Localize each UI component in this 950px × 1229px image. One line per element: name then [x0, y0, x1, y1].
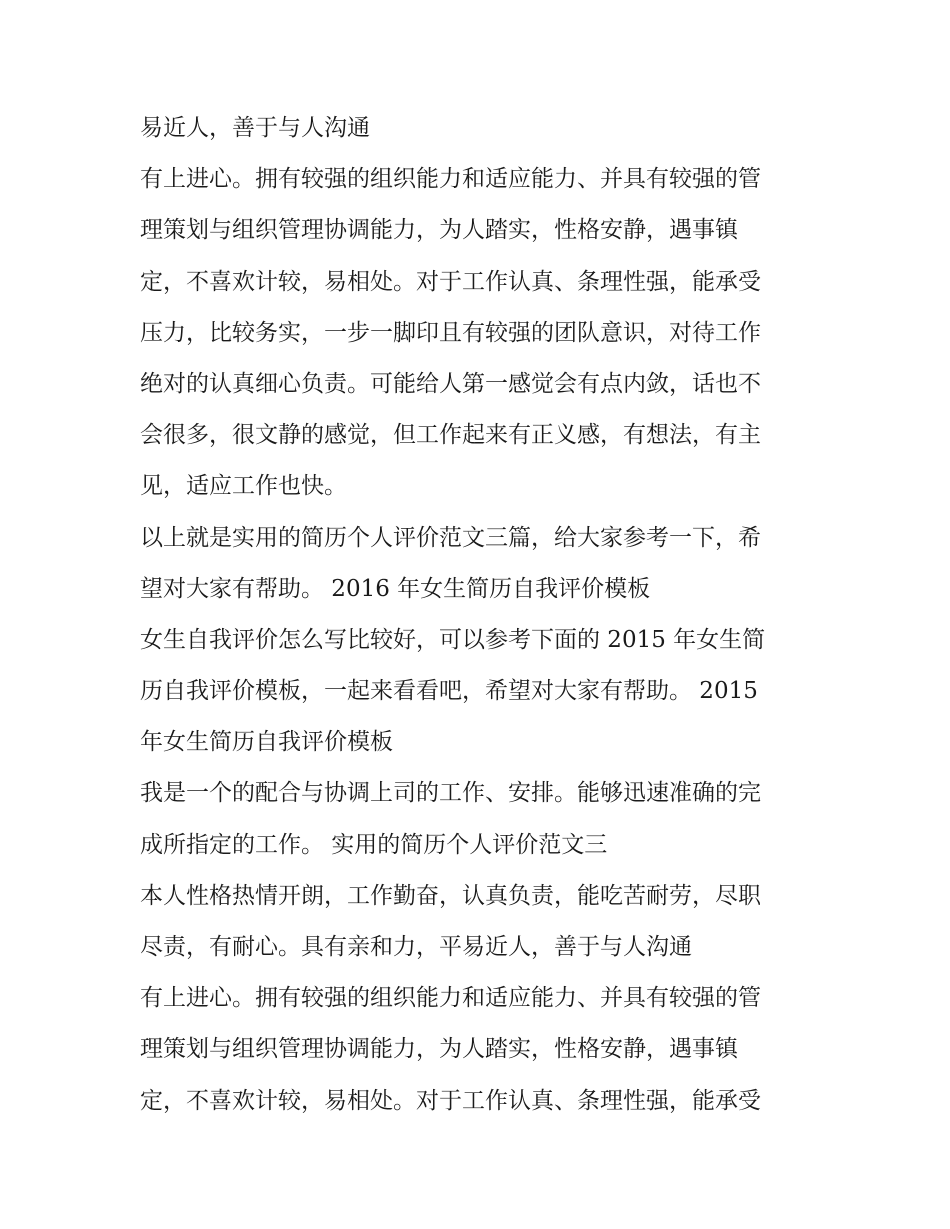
- text-line: 见，适应工作也快。: [140, 473, 347, 500]
- text-line: 有上进心。拥有较强的组织能力和适应能力、并具有较强的管: [140, 985, 761, 1012]
- text-line: 定，不喜欢计较，易相处。对于工作认真、条理性强，能承受: [140, 1087, 761, 1114]
- body-text: [140, 103, 820, 1127]
- text-line: 年女生简历自我评价模板: [140, 729, 393, 756]
- text-line: 我是一个的配合与协调上司的工作、安排。能够迅速准确的完: [140, 780, 761, 807]
- text-line: 易近人，善于与人沟通: [140, 115, 370, 141]
- text-line: 以上就是实用的简历个人评价范文三篇，给大家参考一下，希: [140, 524, 761, 551]
- text-line: 本人性格热情开朗，工作勤奋，认真负责，能吃苦耐劳，尽职: [140, 882, 761, 909]
- text-line: 会很多，很文静的感觉，但工作起来有正义感，有想法，有主: [140, 422, 761, 449]
- text-line: 尽责，有耐心。具有亲和力，平易近人，善于与人沟通: [140, 934, 692, 960]
- text-line: 理策划与组织管理协调能力，为人踏实，性格安静，遇事镇: [140, 1036, 738, 1063]
- text-line: 理策划与组织管理协调能力，为人踏实，性格安静，遇事镇: [140, 217, 738, 244]
- text-line: 成所指定的工作。 实用的简历个人评价范文三: [140, 831, 608, 858]
- text-line: 有上进心。拥有较强的组织能力和适应能力、并具有较强的管: [140, 166, 761, 193]
- text-line: 历自我评价模板，一起来看看吧，希望对大家有帮助。 2015: [140, 678, 758, 705]
- text-line: 定，不喜欢计较，易相处。对于工作认真、条理性强，能承受: [140, 268, 761, 295]
- text-line: 压力，比较务实，一步一脚印且有较强的团队意识，对待工作: [140, 319, 761, 346]
- text-line: 望对大家有帮助。 2016 年女生简历自我评价模板: [140, 575, 651, 602]
- text-line: 女生自我评价怎么写比较好，可以参考下面的 2015 年女生简: [140, 626, 766, 653]
- text-line: 绝对的认真细心负责。可能给人第一感觉会有点内敛，话也不: [140, 370, 761, 397]
